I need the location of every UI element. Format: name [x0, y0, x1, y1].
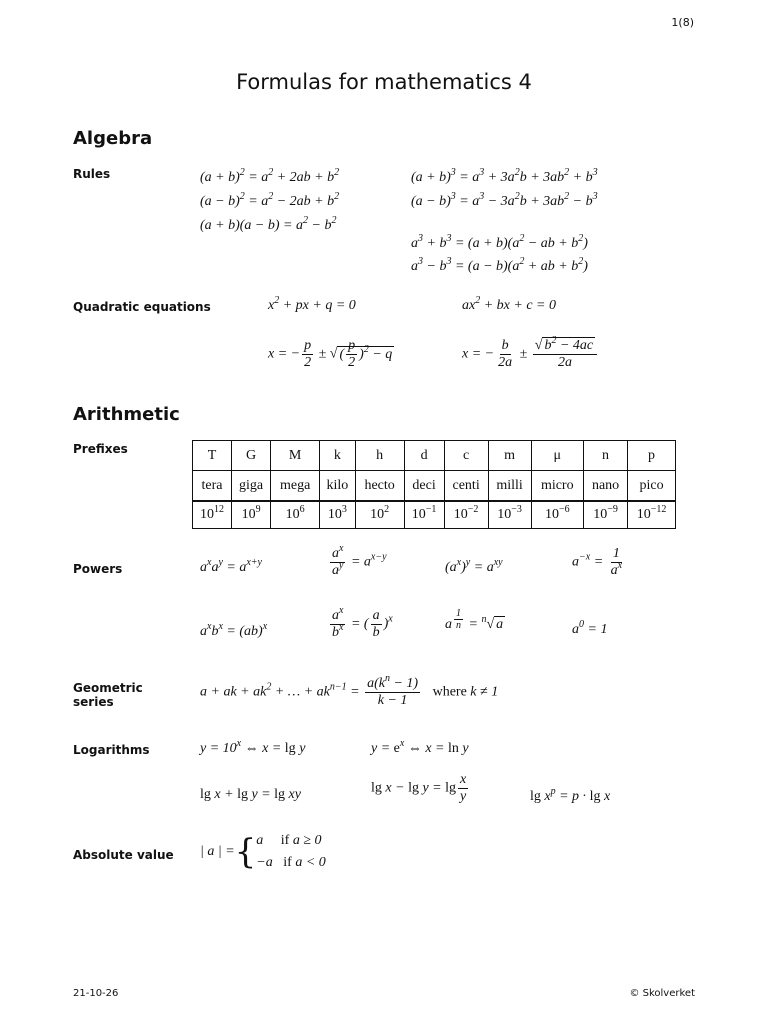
footer-date: 21-10-26	[73, 988, 119, 999]
formula-sum-of-cubes: $a^3 + b^3 = (a + b)(a^2$ − ab + $b^2$)	[411, 233, 588, 251]
formula-root-exponent: a $^{\frac{1}{n}}$ = $^n$√ a	[445, 608, 504, 632]
label-powers: Powers	[73, 562, 123, 576]
formula-pq-equation: $x^2$ + px + q = 0	[268, 295, 356, 313]
prefix-symbol: p	[628, 441, 676, 471]
prefix-name: tera	[193, 471, 232, 502]
prefix-name: centi	[444, 471, 488, 502]
formula-quotient-power: $\frac{a^x}{b^x}$ = ( $\frac{a}{b}$ )$^x$	[332, 605, 393, 640]
prefix-value: $10^9$	[232, 501, 271, 529]
prefix-value: $10^{-3}$	[488, 501, 531, 529]
formula-square-diff: $(a - b)^2 = a^2 - 2ab + b^2$	[200, 191, 340, 209]
formula-negative-exponent: $a^{-x}$ = $\frac{1}{a^x}$	[572, 546, 623, 578]
prefix-symbol: c	[444, 441, 488, 471]
prefix-value: $10^{12}$	[193, 501, 232, 529]
document-title: Formulas for mathematics 4	[236, 70, 532, 94]
label-logarithms: Logarithms	[73, 743, 150, 757]
prefix-symbol: T	[193, 441, 232, 471]
prefix-name: micro	[531, 471, 584, 502]
prefix-name: mega	[271, 471, 320, 502]
formula-log-power: $\lg x^p = p \cdot \lg x$	[530, 786, 611, 804]
prefix-symbol-row	[193, 441, 676, 471]
formula-abc-solution: x = − $\frac{b}{2a}$ ± $\frac{√ b^2 - 4ac}{2a}$	[462, 338, 599, 371]
section-heading-algebra: Algebra	[73, 128, 153, 149]
formula-log-sum: lg x + lg y = lg xy	[200, 787, 301, 802]
page-number: 1(8)	[671, 16, 694, 29]
formula-geometric-series: a + ak + $ak^2$ + … + $ak^{n-1}$ = $\frac{a(k^n - 1)}{k - 1}$ where k ≠ 1	[200, 673, 499, 708]
formula-power-product: $a^xa^y = a^{x+y}$	[200, 557, 262, 575]
prefix-symbol: G	[232, 441, 271, 471]
prefix-symbol: n	[584, 441, 628, 471]
label-geometric-series: Geometric series	[73, 681, 143, 709]
formula-power-quotient: $\frac{a^x}{a^y}$ = $a^{x-y}$	[332, 543, 387, 578]
prefix-value: $10^{-2}$	[444, 501, 488, 529]
prefix-value-row	[193, 501, 676, 529]
formula-ln-definition: $y = e^x$ ⇔ x = ln y	[371, 738, 469, 756]
prefix-value: $10^2$	[355, 501, 404, 529]
footer-copyright: © Skolverket	[629, 988, 695, 999]
formula-log-definition: $y = 10^x$ ⇔ x = lg y	[200, 738, 306, 756]
formula-conjugate: $(a + b)(a - b) = a^2 - b^2$	[200, 215, 337, 233]
prefix-symbol: d	[404, 441, 444, 471]
prefix-value: $10^{-1}$	[404, 501, 444, 529]
formula-cube-sum: $(a + b)^3 = a^3 + 3a^2b + 3ab^2 + b^3$	[411, 167, 598, 185]
formula-square-sum: $(a + b)^2 = a^2 + 2ab + b^2$	[200, 167, 340, 185]
prefix-value: $10^{-12}$	[628, 501, 676, 529]
prefix-symbol: h	[355, 441, 404, 471]
prefix-name: giga	[232, 471, 271, 502]
section-heading-arithmetic: Arithmetic	[73, 404, 180, 425]
prefix-value: $10^{-9}$	[584, 501, 628, 529]
formula-cube-diff: $(a - b)^3 = a^3 - 3a^2b + 3ab^2 - b^3$	[411, 191, 598, 209]
prefix-name: milli	[488, 471, 531, 502]
label-absolute-value: Absolute value	[73, 848, 174, 862]
prefix-symbol: m	[488, 441, 531, 471]
formula-pq-solution: x = − $\frac{p}{2}$ ± √ ( $\frac{p}{2}$ )$^2$ − q	[268, 338, 393, 370]
prefix-name: nano	[584, 471, 628, 502]
formula-diff-of-cubes: $a^3 - b^3 = (a - b)(a^2$ + ab + $b^2$)	[411, 256, 588, 274]
prefix-table	[192, 440, 676, 529]
prefix-name-row	[193, 471, 676, 502]
prefix-symbol: M	[271, 441, 320, 471]
label-quadratic: Quadratic equations	[73, 300, 211, 314]
formula-zero-exponent: $a^0 = 1$	[572, 619, 608, 637]
label-prefixes: Prefixes	[73, 442, 128, 456]
prefix-name: pico	[628, 471, 676, 502]
formula-power-of-power: $(a^x)^y = a^{xy}$	[445, 557, 503, 575]
label-rules: Rules	[73, 167, 111, 181]
prefix-name: hecto	[355, 471, 404, 502]
formula-log-difference: lg x − lg y = lg $\frac{x}{y}$	[371, 772, 467, 804]
prefix-name: deci	[404, 471, 444, 502]
formula-general-quadratic: $ax^2$ + bx + c = 0	[462, 295, 556, 313]
prefix-name: kilo	[320, 471, 356, 502]
prefix-value: $10^3$	[320, 501, 356, 529]
formula-absolute-value: | a | = { a if a ≥ 0 −a if a < 0	[200, 832, 326, 872]
prefix-value: $10^{-6}$	[531, 501, 584, 529]
prefix-symbol: μ	[531, 441, 584, 471]
formula-product-power: $a^xb^x = (ab)^x$	[200, 621, 268, 639]
prefix-value: $10^6$	[271, 501, 320, 529]
prefix-symbol: k	[320, 441, 356, 471]
